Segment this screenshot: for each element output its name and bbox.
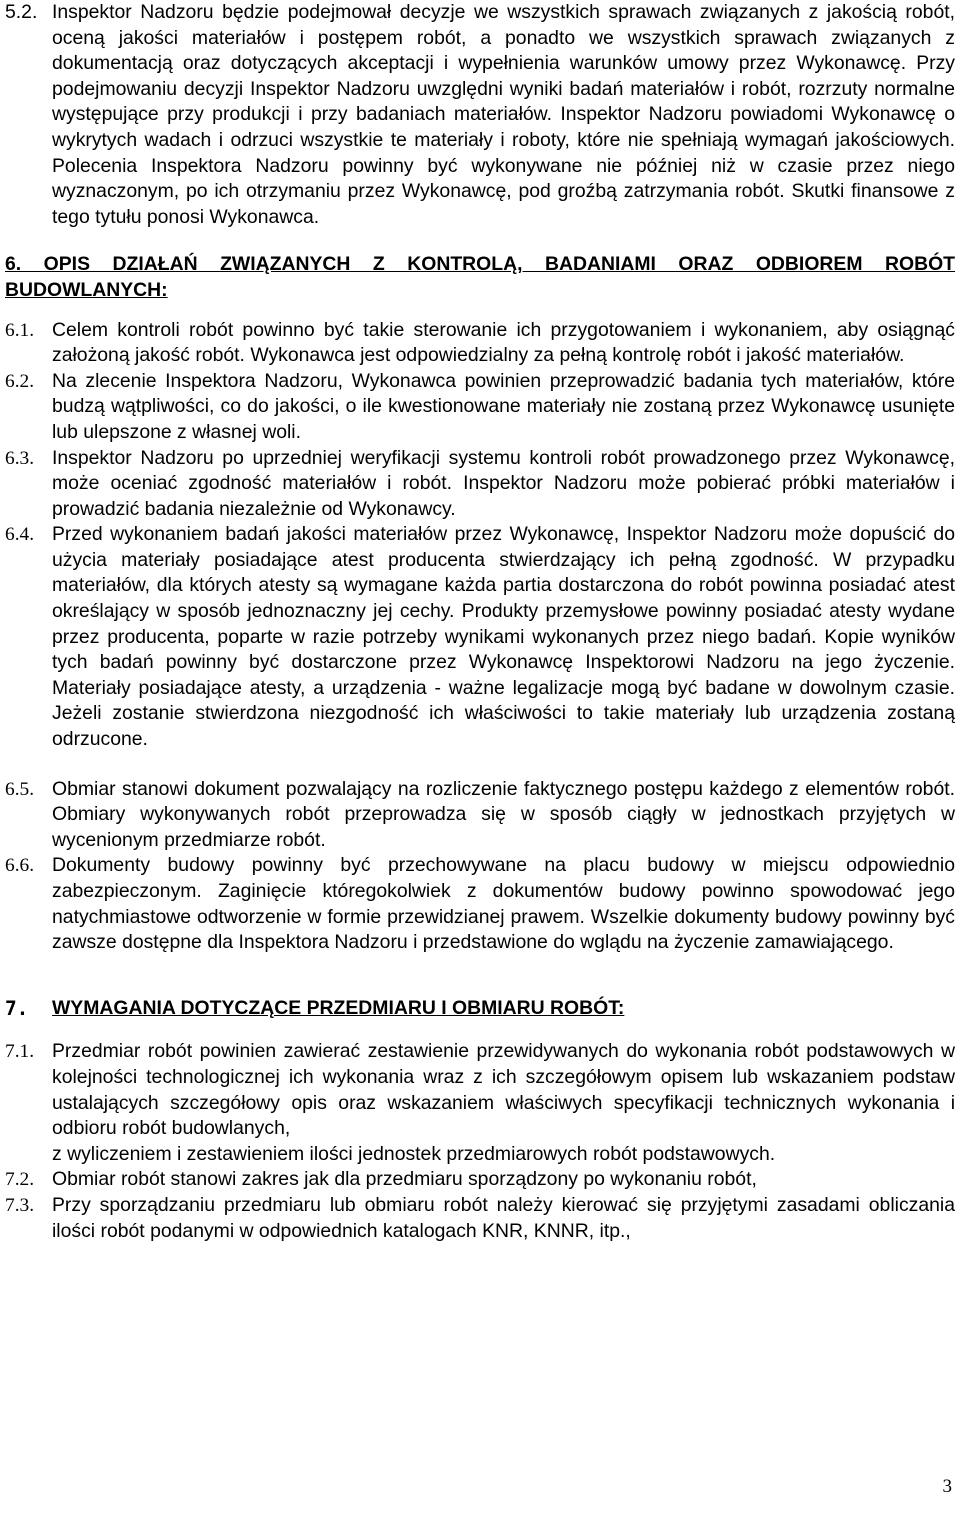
item-number: 5.2. — [5, 1, 38, 23]
paragraph-text: Przy sporządzaniu przedmiaru lub obmiaru robót należy kierować się przyjętymi zasadami obliczania ilości robót podanymi w odpowiednich katalogach KNR, KNNR, itp., — [52, 1193, 955, 1242]
item-number: 6.1. — [5, 319, 35, 341]
paragraph-text-continued: z wyliczeniem i zestawieniem ilości jednostek przedmiarowych robót podstawowych. — [52, 1142, 776, 1165]
paragraph-text: Inspektor Nadzoru po uprzedniej weryfikacji systemu kontroli robót prowadzonego przez Wykonawcę, może oceniać zgodność materiałów i robót. Inspektor Nadzoru może pobierać próbki materiałów i prowadzić badania niezależnie od Wykonawcy. — [52, 446, 955, 520]
item-number: 7.3. — [5, 1194, 35, 1216]
item-number: 6.6. — [5, 855, 35, 877]
section-7-title: WYMAGANIA DOTYCZĄCE PRZEDMIARU I OBMIARU ROBÓT: — [52, 996, 625, 1019]
section-7-heading — [5, 996, 955, 1022]
paragraph-text: Celem kontroli robót powinno być takie sterowanie ich przygotowaniem i wykonaniem, aby osiągnąć założoną jakość robót. Wykonawca jest odpowiedzialny za pełną kontrolę robót i jakość materiałów. — [52, 318, 955, 367]
document-page — [5, 0, 955, 1244]
paragraph-6-5 — [5, 777, 955, 854]
page-number: 3 — [942, 1476, 952, 1497]
item-number: 6.2. — [5, 370, 35, 392]
paragraph-5-2 — [5, 0, 955, 230]
section-7-number: 7. — [5, 996, 29, 1020]
item-number: 6.5. — [5, 778, 35, 800]
paragraph-6-2 — [5, 369, 955, 446]
paragraph-6-4 — [5, 522, 955, 752]
paragraph-6-1 — [5, 318, 955, 369]
section-6-heading: 6. OPIS DZIAŁAŃ ZWIĄZANYCH Z KONTROLĄ, BADANIAMI ORAZ ODBIOREM ROBÓT BUDOWLANYCH: — [5, 253, 955, 301]
paragraph-text: Dokumenty budowy powinny być przechowywane na placu budowy w miejscu odpowiednio zabezpieczonym. Zaginięcie któregokolwiek z dokumentów budowy powinno spowodować jego natychmiastowe odtworzenie w formie przewidzianej prawem. Wszelkie dokumenty budowy powinny być zawsze dostępne dla Inspektora Nadzoru i przedstawione do wglądu na życzenie zamawiającego. — [52, 854, 955, 954]
paragraph-text: Inspektor Nadzoru będzie podejmował decyzje we wszystkich sprawach związanych z jakością robót, oceną jakości materiałów i postępem robót, a ponadto we wszystkich sprawach związanych z dokumentacją oraz dotyczących akceptacji i wypełnienia warunków umowy przez Wykonawcę. Przy podejmowaniu decyzji Inspektor Nadzoru uwzględni wyniki badań materiałów i robót, rozrzuty normalne występujące przy produkcji i przy badaniach materiałów. Inspektor Nadzoru powiadomi Wykonawcę o wykrytych wadach i odrzuci wszystkie te materiały i roboty, które nie spełniają wymagań jakościowych. Polecenia Inspektora Nadzoru powinny być wykonywane nie później niż w czasie przez niego wyznaczonym, po ich otrzymaniu przez Wykonawcę, pod groźbą zatrzymania robót. Skutki finansowe z tego tytułu ponosi Wykonawca. — [52, 1, 955, 228]
paragraph-6-3 — [5, 446, 955, 523]
paragraph-6-6 — [5, 853, 955, 955]
item-number: 6.4. — [5, 524, 35, 546]
paragraph-text: Przedmiar robót powinien zawierać zestawienie przewidywanych do wykonania robót podstawowych w kolejności technologicznej ich wykonania wraz z ich szczegółowym opisem lub wskazaniem podstaw ustalających szczegółowy opis oraz wskazaniem właściwych specyfikacji technicznych wykonania i odbioru robót budowlanych, — [52, 1040, 955, 1140]
paragraph-text: Obmiar stanowi dokument pozwalający na rozliczenie faktycznego postępu każdego z elementów robót. Obmiary wykonywanych robót przeprowadza się w sposób ciągły w jednostkach przyjętych w wycenionym przedmiarze robót. — [52, 777, 955, 851]
paragraph-text: Obmiar robót stanowi zakres jak dla przedmiaru sporządzony po wykonaniu robót, — [52, 1168, 757, 1191]
paragraph-text: Przed wykonaniem badań jakości materiałów przez Wykonawcę, Inspektor Nadzoru może dopuścić do użycia materiały posiadające atest producenta stwierdzający ich pełną zgodność. W przypadku materiałów, dla których atesty są wymagane każda partia dostarczona do robót powinna posiadać atest określający w sposób jednoznaczny jej cechy. Produkty przemysłowe powinny posiadać atesty wydane przez producenta, poparte w razie potrzeby wynikami wykonanych przez niego badań. Kopie wyników tych badań powinny być dostarczone przez Wykonawcę Inspektorowi Nadzoru na jego życzenie. Materiały posiadające atesty, a urządzenia - ważne legalizacje mogą być badane w dowolnym czasie. Jeżeli zostanie stwierdzona niezgodność ich właściwości to takie materiały lub urządzenia zostaną odrzucone. — [52, 523, 955, 751]
item-number: 6.3. — [5, 447, 35, 469]
paragraph-7-1 — [5, 1039, 955, 1167]
item-number: 7.1. — [5, 1041, 35, 1063]
paragraph-text: Na zlecenie Inspektora Nadzoru, Wykonawca powinien przeprowadzić badania tych materiałów, które budzą wątpliwości, co do jakości, o ile kwestionowane materiały nie zostaną przez Wykonawcę usunięte lub ulepszone z własnej woli. — [52, 369, 955, 443]
item-number: 7.2. — [5, 1169, 35, 1191]
paragraph-7-2 — [5, 1167, 955, 1193]
paragraph-7-3 — [5, 1193, 955, 1244]
